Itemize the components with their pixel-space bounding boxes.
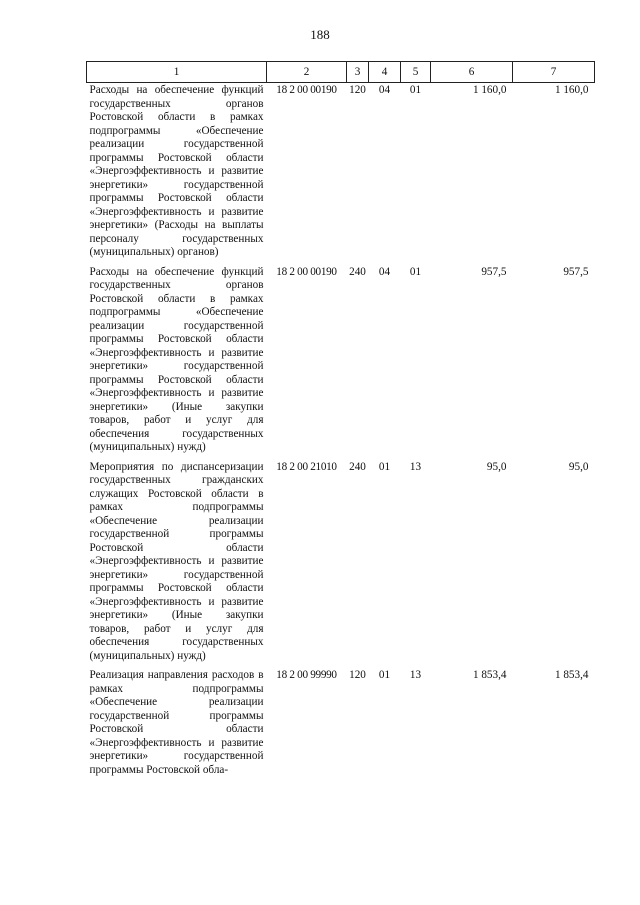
row-description: Мероприятия по диспансеризации государственных гражданских служащих Ростовской области в рамках подпрограммы «Обеспечение реализации государственной программы Ростовской области «Энергоэффективность и развитие энергетики» государственной программы Ростовской области «Энергоэффективность и развитие энергетики» (Иные закупки товаров, работ и услуг для обеспечения государственных (муниципальных) нужд) — [89, 460, 264, 662]
table-row — [87, 668, 595, 782]
budget-table — [86, 61, 595, 782]
row-amount-7: 1 160,0 — [554, 84, 589, 96]
column-header-2: 2 — [267, 62, 347, 83]
row-col4: 04 — [378, 84, 391, 96]
column-header-4: 4 — [369, 62, 401, 83]
row-code: 18 2 00 21010 — [276, 460, 337, 473]
table-row — [87, 460, 595, 669]
row-col3: 240 — [349, 265, 366, 278]
row-col5: 13 — [409, 460, 422, 473]
column-header-6: 6 — [431, 62, 513, 83]
row-description: Расходы на обеспечение функций государственных органов Ростовской области в рамках подпрограммы «Обеспечение реализации государственной программы Ростовской области «Энергоэффективность и развитие энергетики» государственной программы Ростовской области «Энергоэффективность и развитие энергетики» (Иные закупки товаров, работ и услуг для обеспечения государственных (муниципальных) нужд) — [89, 265, 264, 453]
row-col5: 01 — [409, 84, 422, 96]
row-col3: 120 — [349, 84, 366, 96]
row-col4: 04 — [378, 265, 391, 278]
row-amount-7: 95,0 — [568, 460, 589, 473]
row-col4: 01 — [378, 669, 391, 681]
row-amount-6: 957,5 — [481, 265, 507, 278]
row-code: 18 2 00 99990 — [276, 669, 337, 681]
row-description: Расходы на обеспечение функций государственных органов Ростовской области в рамках подпрограммы «Обеспечение реализации государственной программы Ростовской области «Энергоэффективность и развитие энергетики» государственной программы Ростовской области «Энергоэффективность и развитие энергетики» (Расходы на выплаты персоналу государственных (муниципальных) органов) — [89, 84, 264, 258]
table-row — [87, 83, 595, 265]
column-header-1: 1 — [87, 62, 267, 83]
row-col5: 01 — [409, 265, 422, 278]
row-amount-6: 1 160,0 — [472, 84, 507, 96]
row-code: 18 2 00 00190 — [276, 84, 337, 96]
row-col3: 120 — [349, 669, 366, 681]
row-amount-7: 1 853,4 — [554, 669, 589, 681]
row-col4: 01 — [378, 460, 391, 473]
page-number: 188 — [310, 27, 330, 42]
row-code: 18 2 00 00190 — [276, 265, 337, 278]
row-col3: 240 — [349, 460, 366, 473]
row-col5: 13 — [409, 669, 422, 681]
row-description: Реализация направления расходов в рамках подпрограммы «Обеспечение реализации государственной программы Ростовской области «Энергоэффективность и развитие энергетики» государственной программы Ростовской обла- — [89, 669, 264, 776]
table-row — [87, 265, 595, 460]
column-header-3: 3 — [347, 62, 369, 83]
column-header-5: 5 — [401, 62, 431, 83]
table-header-row — [87, 62, 595, 83]
row-amount-6: 95,0 — [486, 460, 507, 473]
row-amount-7: 957,5 — [563, 265, 589, 278]
column-header-7: 7 — [513, 62, 595, 83]
row-amount-6: 1 853,4 — [472, 669, 507, 681]
